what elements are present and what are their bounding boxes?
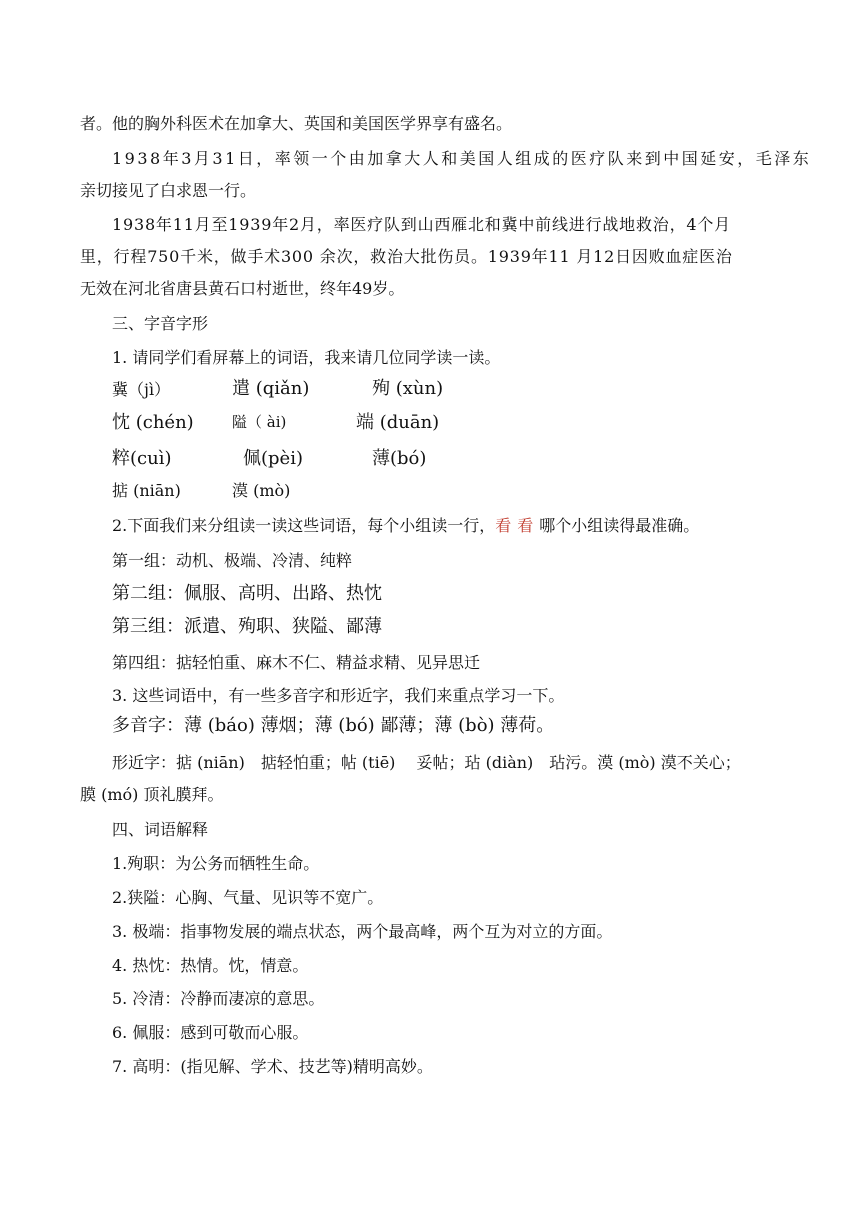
definition-2: 2.狭隘：心胸、气量、见识等不宽广。 — [112, 888, 384, 907]
pinyin-qian: 遣 (qiǎn) — [232, 378, 310, 399]
definition-4: 4. 热忱：热情。忱，情意。 — [112, 956, 309, 975]
group-2: 第二组：佩服、高明、出路、热忱 — [112, 583, 382, 604]
intro-p2-line-2: 亲切接见了白求恩一行。 — [80, 181, 257, 200]
pinyin-pei: 佩(pèi) — [243, 448, 303, 469]
definition-7: 7. 高明：(指见解、学术、技艺等)精明高妙。 — [112, 1057, 433, 1076]
intro-p2-line-1: 1938年3月31日，率领一个由加拿大人和美国人组成的医疗队来到中国延安，毛泽东 — [112, 149, 812, 168]
polyphonic-characters: 多音字：薄 (báo) 薄烟；薄 (bó) 鄙薄；薄 (bò) 薄荷。 — [112, 715, 555, 736]
pinyin-cui: 粹(cuì) — [112, 448, 172, 469]
similar-characters-line-2: 膜 (mó) 顶礼膜拜。 — [80, 785, 224, 804]
definition-1: 1.殉职：为公务而牺牲生命。 — [112, 854, 320, 873]
pinyin-nian: 掂 (niān) — [112, 481, 181, 500]
question-2-text-end: 哪个小组读得最准确。 — [539, 516, 700, 535]
question-2-text: 2.下面我们来分组读一读这些词语，每个小组读一行， — [112, 516, 496, 535]
pinyin-mo: 漠 (mò) — [232, 481, 291, 500]
definition-3: 3. 极端：指事物发展的端点状态，两个最高峰，两个互为对立的方面。 — [112, 922, 613, 941]
definition-6: 6. 佩服：感到可敬而心服。 — [112, 1023, 309, 1042]
intro-p3-line-2: 里，行程750千米，做手术300 余次，救治大批伤员。1939年11 月12日因败血症医治 — [80, 247, 733, 266]
section3-heading: 三、字音字形 — [112, 314, 209, 333]
section3-question-2 — [112, 518, 699, 534]
group-3: 第三组：派遣、殉职、狭隘、鄙薄 — [112, 616, 382, 637]
section4-heading: 四、词语解释 — [112, 820, 209, 839]
section3-question-1: 1. 请同学们看屏幕上的词语，我来请几位同学读一读。 — [112, 348, 501, 367]
pinyin-bo: 薄(bó) — [372, 448, 427, 469]
group-4: 第四组：掂轻怕重、麻木不仁、精益求精、见异思迁 — [112, 653, 481, 672]
question-2-highlight: 看看 — [495, 516, 540, 535]
intro-line-1: 者。他的胸外科医术在加拿大、英国和美国医学界享有盛名。 — [80, 114, 513, 133]
intro-p3-line-1: 1938年11月至1939年2月，率医疗队到山西雁北和冀中前线进行战地救治，4个月 — [112, 215, 731, 234]
section3-question-3: 3. 这些词语中，有一些多音字和形近字，我们来重点学习一下。 — [112, 686, 565, 705]
pinyin-ji: 冀（jì） — [112, 380, 171, 399]
similar-characters-line-1: 形近字：掂 (niān) 掂轻怕重；帖 (tiē) 妥帖；玷 (diàn) 玷污。漠 (mò) 漠不关心； — [112, 753, 741, 772]
intro-p3-line-3: 无效在河北省唐县黄石口村逝世，终年49岁。 — [80, 279, 405, 298]
pinyin-duan: 端 (duān) — [356, 412, 440, 433]
pinyin-chen: 忱 (chén) — [112, 412, 194, 433]
pinyin-xun: 殉 (xùn) — [372, 378, 444, 399]
definition-5: 5. 冷清：冷静而凄凉的意思。 — [112, 989, 325, 1008]
group-1: 第一组：动机、极端、冷清、纯粹 — [112, 551, 353, 570]
pinyin-ai: 隘（ ài) — [232, 413, 287, 431]
